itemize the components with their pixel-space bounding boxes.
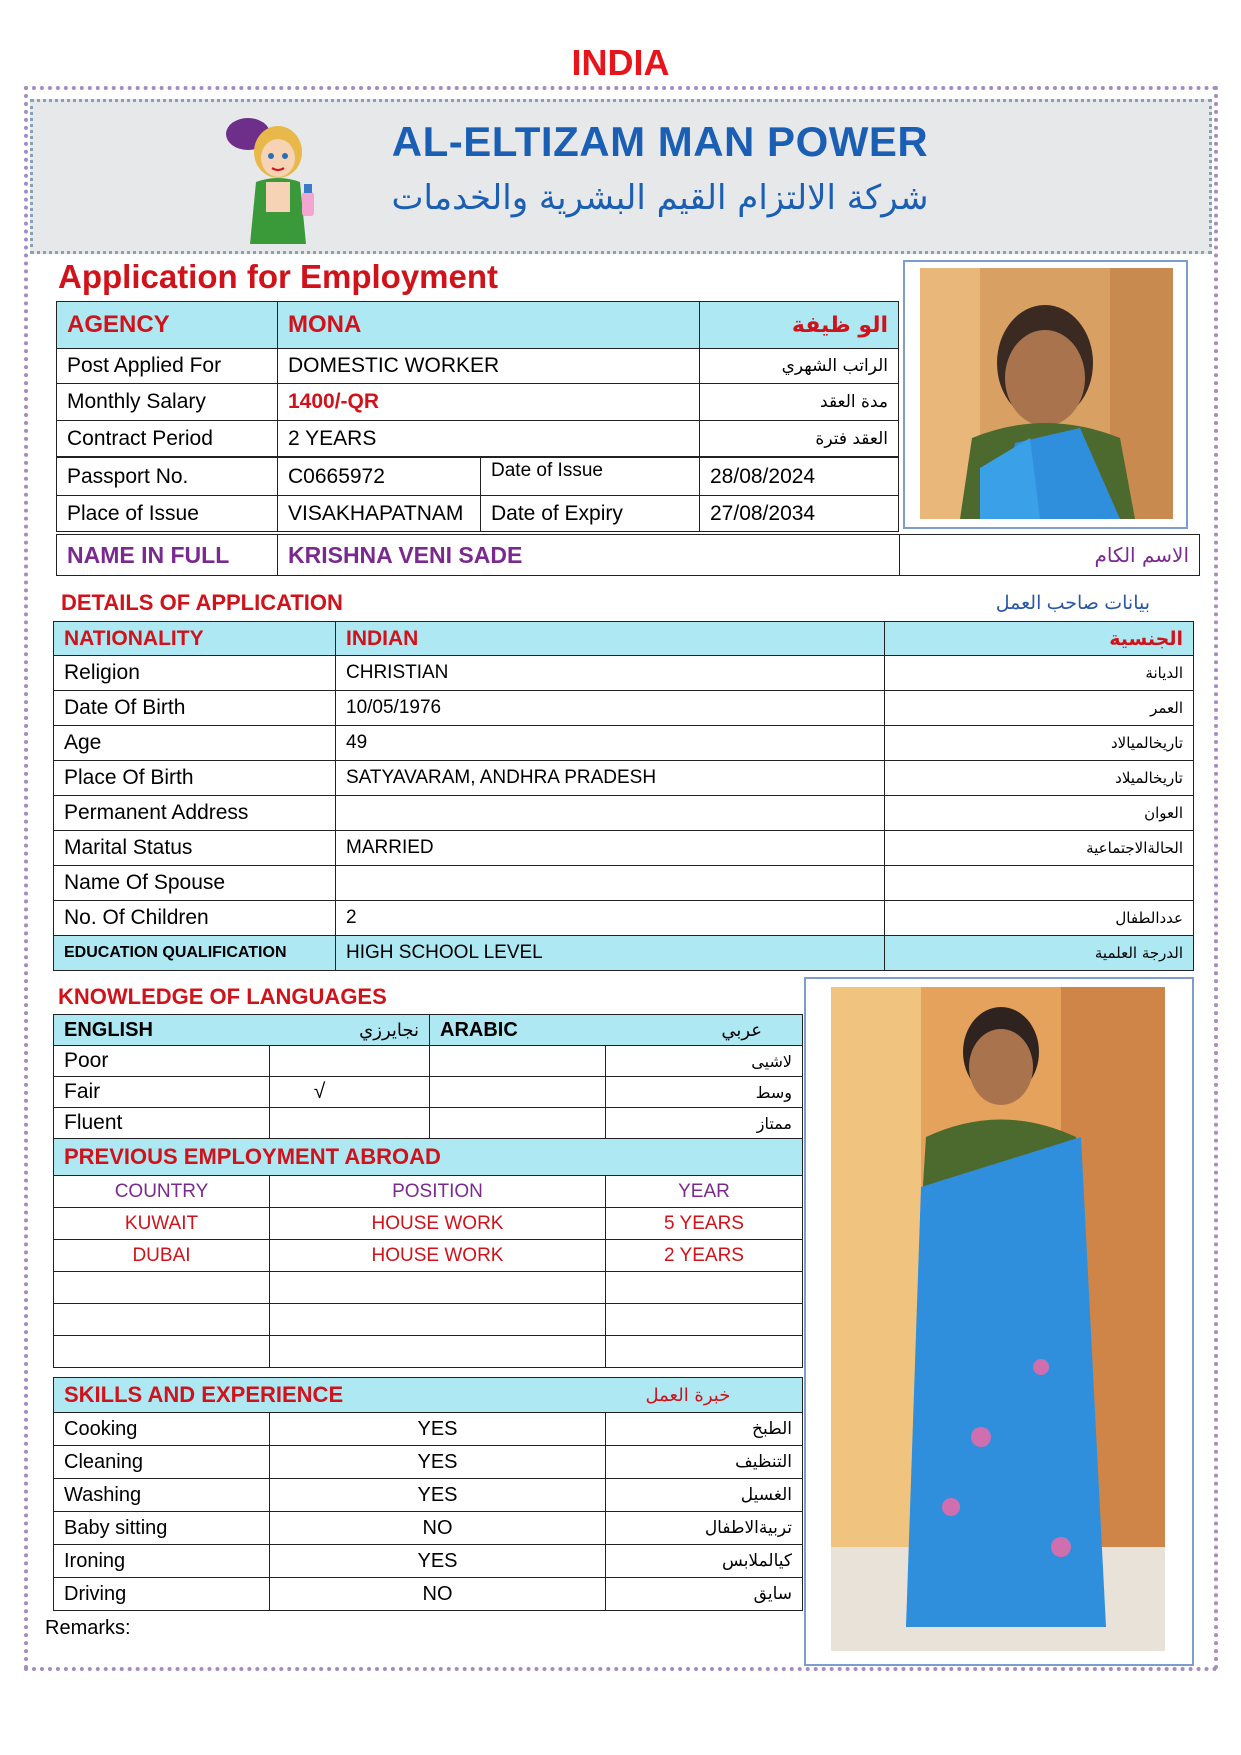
applicant-full-photo bbox=[831, 987, 1165, 1651]
detail-value: SATYAVARAM, ANDHRA PRADESH bbox=[336, 761, 885, 796]
skill-ar: الغسيل bbox=[606, 1479, 803, 1512]
education-label: EDUCATION QUALIFICATION bbox=[54, 936, 336, 971]
contract-value: 2 YEARS bbox=[278, 421, 700, 457]
detail-value: CHRISTIAN bbox=[336, 656, 885, 691]
prev-country bbox=[54, 1336, 270, 1368]
application-title: Application for Employment bbox=[58, 258, 499, 295]
languages-title: KNOWLEDGE OF LANGUAGES bbox=[58, 984, 387, 1009]
expiry-date-value: 27/08/2034 bbox=[700, 496, 899, 532]
passport-value: C0665972 bbox=[278, 458, 481, 496]
prev-position bbox=[270, 1272, 606, 1304]
name-value: KRISHNA VENI SADE bbox=[278, 535, 900, 576]
language-level: Fair bbox=[54, 1077, 270, 1108]
nationality-ar: الجنسية bbox=[885, 622, 1194, 656]
language-level-ar: وسط bbox=[606, 1077, 803, 1108]
detail-ar: الديانة bbox=[885, 656, 1194, 691]
skills-title: SKILLS AND EXPERIENCE bbox=[54, 1378, 606, 1413]
skill-label: Baby sitting bbox=[54, 1512, 270, 1545]
issue-date-value: 28/08/2024 bbox=[700, 458, 899, 496]
prev-position bbox=[270, 1336, 606, 1368]
english-ar: نجايرزي bbox=[270, 1015, 430, 1046]
skill-label: Cooking bbox=[54, 1413, 270, 1446]
post-ar: الراتب الشهري bbox=[700, 349, 899, 384]
detail-value: 10/05/1976 bbox=[336, 691, 885, 726]
name-table bbox=[56, 534, 1200, 576]
agency-ar: الو ظيفة bbox=[700, 302, 899, 349]
skills-table bbox=[53, 1377, 803, 1611]
prev-header-position: POSITION bbox=[270, 1176, 606, 1208]
detail-label: Place Of Birth bbox=[54, 761, 336, 796]
skill-label: Cleaning bbox=[54, 1446, 270, 1479]
detail-ar: تاريخالميلاد bbox=[885, 761, 1194, 796]
language-level: Poor bbox=[54, 1046, 270, 1077]
prev-year: 2 YEARS bbox=[606, 1240, 803, 1272]
english-mark bbox=[270, 1108, 430, 1139]
previous-employment-table bbox=[53, 1138, 803, 1368]
education-ar: الدرجة العلمية bbox=[885, 936, 1194, 971]
skill-ar: الطبخ bbox=[606, 1413, 803, 1446]
detail-value: MARRIED bbox=[336, 831, 885, 866]
arabic-mark bbox=[430, 1046, 606, 1077]
details-title: DETAILS OF APPLICATION bbox=[61, 590, 343, 615]
place-of-issue-value: VISAKHAPATNAM bbox=[278, 496, 481, 532]
salary-label: Monthly Salary bbox=[57, 384, 278, 421]
company-name-en: AL-ELTIZAM MAN POWER bbox=[391, 118, 929, 165]
salary-value: 1400/-QR bbox=[278, 384, 700, 421]
prev-position bbox=[270, 1304, 606, 1336]
passport-table bbox=[56, 457, 899, 532]
country-heading: INDIA bbox=[571, 42, 670, 83]
detail-label: Permanent Address bbox=[54, 796, 336, 831]
skill-value: NO bbox=[270, 1512, 606, 1545]
arabic-mark bbox=[430, 1108, 606, 1139]
contract-label: Contract Period bbox=[57, 421, 278, 457]
detail-label: Name Of Spouse bbox=[54, 866, 336, 901]
prev-year: 5 YEARS bbox=[606, 1208, 803, 1240]
prev-header-country: COUNTRY bbox=[54, 1176, 270, 1208]
detail-value bbox=[336, 796, 885, 831]
arabic-ar: عربي bbox=[606, 1015, 803, 1046]
arabic-mark bbox=[430, 1077, 606, 1108]
skill-label: Ironing bbox=[54, 1545, 270, 1578]
education-value: HIGH SCHOOL LEVEL bbox=[336, 936, 885, 971]
skill-value: YES bbox=[270, 1446, 606, 1479]
salary-ar: مدة العقد bbox=[700, 384, 899, 421]
nationality-label: NATIONALITY bbox=[54, 622, 336, 656]
skill-label: Washing bbox=[54, 1479, 270, 1512]
prev-year bbox=[606, 1272, 803, 1304]
detail-label: Marital Status bbox=[54, 831, 336, 866]
skill-ar: التنظيف bbox=[606, 1446, 803, 1479]
skill-ar: تربيةالاطفال bbox=[606, 1512, 803, 1545]
skill-ar: كيالملابس bbox=[606, 1545, 803, 1578]
post-label: Post Applied For bbox=[57, 349, 278, 384]
skill-label: Driving bbox=[54, 1578, 270, 1611]
place-of-issue-label: Place of Issue bbox=[57, 496, 278, 532]
prev-year bbox=[606, 1304, 803, 1336]
prev-country bbox=[54, 1304, 270, 1336]
language-level: Fluent bbox=[54, 1108, 270, 1139]
prev-country bbox=[54, 1272, 270, 1304]
skills-title-ar: خبرة العمل bbox=[606, 1378, 803, 1413]
details-table bbox=[53, 621, 1194, 971]
arabic-label: ARABIC bbox=[430, 1015, 606, 1046]
detail-value: 2 bbox=[336, 901, 885, 936]
language-level-ar: لاشيى bbox=[606, 1046, 803, 1077]
detail-ar: عددالطفال bbox=[885, 901, 1194, 936]
english-label: ENGLISH bbox=[54, 1015, 270, 1046]
details-title-ar: بيانات صاحب العمل bbox=[995, 593, 1150, 614]
prev-header-year: YEAR bbox=[606, 1176, 803, 1208]
expiry-date-label: Date of Expiry bbox=[481, 496, 700, 532]
skill-value: NO bbox=[270, 1578, 606, 1611]
detail-label: Age bbox=[54, 726, 336, 761]
skill-value: YES bbox=[270, 1545, 606, 1578]
languages-table bbox=[53, 1014, 803, 1139]
agency-label: AGENCY bbox=[57, 302, 278, 349]
company-name-ar: شركة الالتزام القيم البشرية والخدمات bbox=[391, 178, 929, 218]
agency-value: MONA bbox=[278, 302, 700, 349]
detail-label: Religion bbox=[54, 656, 336, 691]
contract-ar: العقد فترة bbox=[700, 421, 899, 457]
prev-position: HOUSE WORK bbox=[270, 1208, 606, 1240]
prev-country: DUBAI bbox=[54, 1240, 270, 1272]
detail-ar bbox=[885, 866, 1194, 901]
prev-year bbox=[606, 1336, 803, 1368]
english-mark: √ bbox=[270, 1077, 430, 1108]
detail-value: 49 bbox=[336, 726, 885, 761]
post-value: DOMESTIC WORKER bbox=[278, 349, 700, 384]
prev-position: HOUSE WORK bbox=[270, 1240, 606, 1272]
detail-label: Date Of Birth bbox=[54, 691, 336, 726]
prev-country: KUWAIT bbox=[54, 1208, 270, 1240]
name-ar: الاسم الكام bbox=[900, 535, 1200, 576]
detail-ar: تاريخالميالاد bbox=[885, 726, 1194, 761]
detail-label: No. Of Children bbox=[54, 901, 336, 936]
previous-title: PREVIOUS EMPLOYMENT ABROAD bbox=[54, 1139, 803, 1176]
passport-label: Passport No. bbox=[57, 458, 278, 496]
name-label: NAME IN FULL bbox=[57, 535, 278, 576]
detail-value bbox=[336, 866, 885, 901]
nationality-value: INDIAN bbox=[336, 622, 885, 656]
remarks-label: Remarks: bbox=[45, 1617, 131, 1639]
skill-value: YES bbox=[270, 1479, 606, 1512]
detail-ar: العمر bbox=[885, 691, 1194, 726]
issue-date-label: Date of Issue bbox=[481, 458, 700, 496]
detail-ar: العوان bbox=[885, 796, 1194, 831]
language-level-ar: ممتاز bbox=[606, 1108, 803, 1139]
applicant-portrait bbox=[920, 268, 1173, 519]
job-table bbox=[56, 301, 899, 457]
english-mark bbox=[270, 1046, 430, 1077]
skill-ar: سايق bbox=[606, 1578, 803, 1611]
detail-ar: الحالةالاجتماعية bbox=[885, 831, 1194, 866]
skill-value: YES bbox=[270, 1413, 606, 1446]
